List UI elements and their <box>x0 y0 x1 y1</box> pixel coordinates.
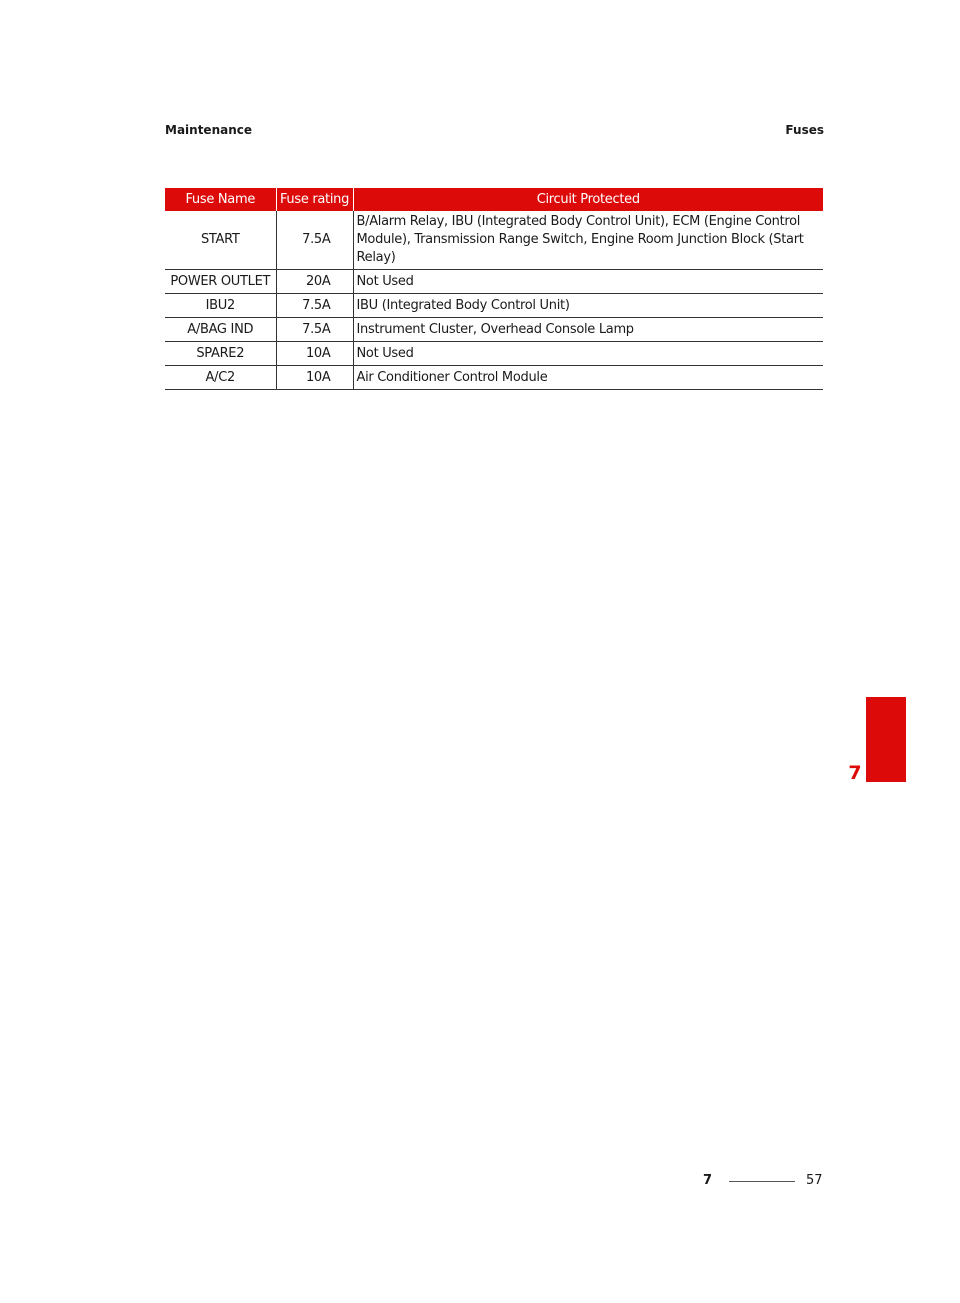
table-row <box>165 211 823 270</box>
column-header-fuse-name: Fuse Name <box>165 188 276 211</box>
topic-title: Fuses <box>785 123 824 137</box>
fuse-table <box>165 188 823 390</box>
fuse-name-cell: IBU2 <box>165 294 276 318</box>
table-row <box>165 318 823 342</box>
column-header-fuse-rating: Fuse rating <box>276 188 353 211</box>
fuse-rating-cell: 10A <box>276 342 353 366</box>
fuse-name-cell: POWER OUTLET <box>165 270 276 294</box>
chapter-tab <box>866 697 906 782</box>
fuse-rating-cell: 10A <box>276 366 353 390</box>
fuse-name-cell: SPARE2 <box>165 342 276 366</box>
footer-chapter-number: 7 <box>703 1173 713 1188</box>
fuse-name-cell: A/C2 <box>165 366 276 390</box>
fuse-name-cell: A/BAG IND <box>165 318 276 342</box>
footer-divider <box>729 1181 795 1182</box>
chapter-tab-number: 7 <box>848 762 862 784</box>
circuit-cell: B/Alarm Relay, IBU (Integrated Body Control Unit), ECM (Engine Control Module), Transmission Range Switch, Engine Room Junction Block (Start Relay) <box>353 211 823 270</box>
fuse-rating-cell: 7.5A <box>276 211 353 270</box>
fuse-name-cell: START <box>165 211 276 270</box>
circuit-cell: Not Used <box>353 270 823 294</box>
table-header-row <box>165 188 823 211</box>
table-row <box>165 294 823 318</box>
fuse-rating-cell: 7.5A <box>276 318 353 342</box>
fuse-rating-cell: 7.5A <box>276 294 353 318</box>
circuit-cell: IBU (Integrated Body Control Unit) <box>353 294 823 318</box>
circuit-cell: Not Used <box>353 342 823 366</box>
circuit-cell: Air Conditioner Control Module <box>353 366 823 390</box>
column-header-circuit-protected: Circuit Protected <box>353 188 823 211</box>
table-row <box>165 342 823 366</box>
circuit-cell: Instrument Cluster, Overhead Console Lamp <box>353 318 823 342</box>
section-title: Maintenance <box>165 123 253 137</box>
fuse-rating-cell: 20A <box>276 270 353 294</box>
table-row <box>165 270 823 294</box>
footer-page-number: 57 <box>806 1173 823 1188</box>
table-row <box>165 366 823 390</box>
